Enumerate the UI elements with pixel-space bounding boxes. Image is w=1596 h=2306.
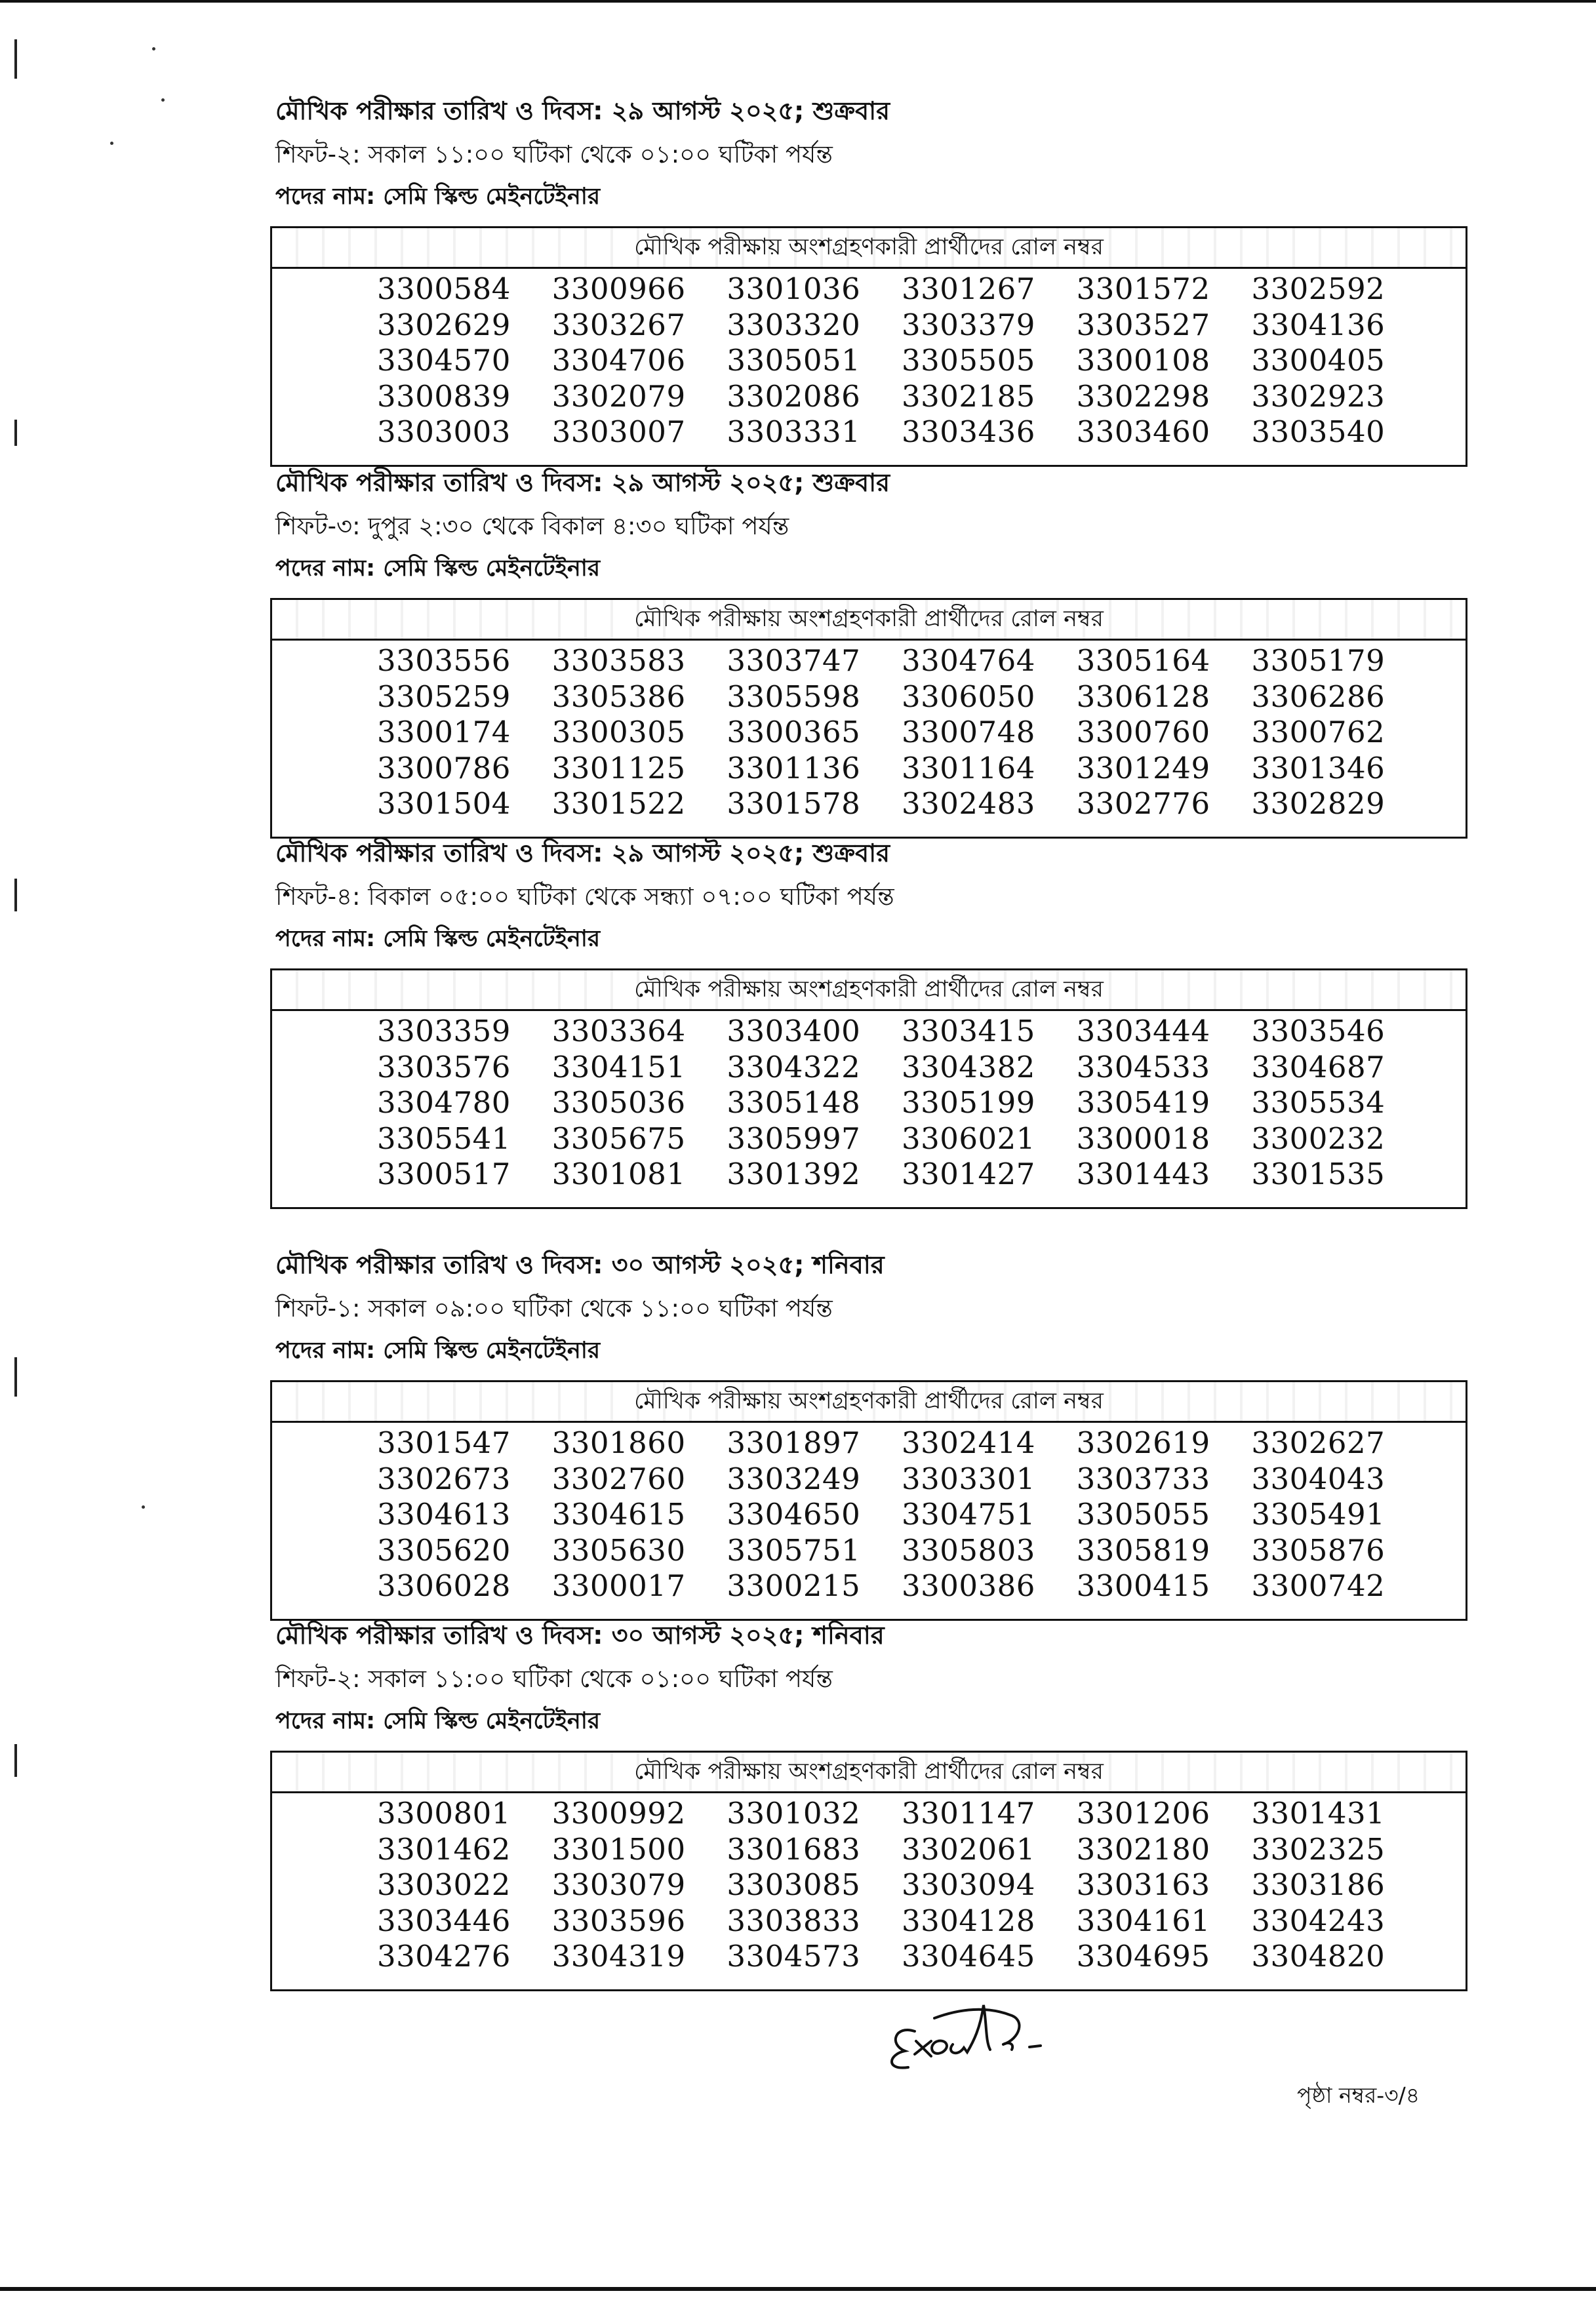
roll-number: 3301504 xyxy=(377,786,511,821)
roll-number-table xyxy=(270,598,1467,839)
roll-number: 3304645 xyxy=(901,1939,1035,1974)
shift-line: শিফট-২: সকাল ১১:০০ ঘটিকা থেকে ০১:০০ ঘটিকা পর্যন্ত xyxy=(275,140,833,169)
exam-date-line: মৌখিক পরীক্ষার তারিখ ও দিবস: ২৯ আগস্ট ২০২৫; শুক্রবার xyxy=(275,468,890,497)
roll-number: 3300786 xyxy=(377,750,511,785)
roll-table-header: মৌখিক পরীক্ষায় অংশগ্রহণকারী প্রার্থীদের রোল নম্বর xyxy=(272,1753,1466,1793)
roll-number: 3300992 xyxy=(551,1796,686,1831)
roll-grid xyxy=(272,641,1466,822)
roll-number: 3302592 xyxy=(1251,271,1386,306)
roll-number: 3304780 xyxy=(377,1085,511,1120)
roll-number: 3300018 xyxy=(1076,1121,1210,1156)
scan-speck xyxy=(152,47,155,50)
handwritten-signature xyxy=(869,1979,1066,2077)
roll-number: 3303301 xyxy=(901,1461,1035,1496)
post-name-line: পদের নাম: সেমি স্কিল্ড মেইনটেইনার xyxy=(275,926,601,952)
roll-number: 3304751 xyxy=(901,1497,1035,1532)
roll-number: 3302086 xyxy=(727,378,861,414)
roll-number: 3305148 xyxy=(727,1085,861,1120)
roll-number: 3301125 xyxy=(551,750,686,785)
roll-number: 3304695 xyxy=(1076,1939,1210,1974)
roll-number: 3300415 xyxy=(1076,1568,1210,1603)
roll-number: 3302829 xyxy=(1251,786,1386,821)
roll-number: 3300801 xyxy=(377,1796,511,1831)
roll-number: 3304573 xyxy=(727,1939,861,1974)
shift-line: শিফট-৪: বিকাল ০৫:০০ ঘটিকা থেকে সন্ধ্যা ০৭:০০ ঘটিকা পর্যন্ত xyxy=(275,883,894,911)
exam-section xyxy=(0,1246,1596,1613)
roll-number: 3301136 xyxy=(727,750,861,785)
roll-number: 3301431 xyxy=(1251,1796,1386,1831)
roll-number: 3305876 xyxy=(1251,1532,1386,1568)
exam-date-line: মৌখিক পরীক্ষার তারিখ ও দিবস: ৩০ আগস্ট ২০২৫; শনিবার xyxy=(275,1250,885,1279)
roll-number: 3305803 xyxy=(901,1532,1035,1568)
roll-number: 3305598 xyxy=(727,679,861,714)
roll-grid xyxy=(272,1793,1466,1975)
roll-number: 3302483 xyxy=(901,786,1035,821)
roll-number: 3301032 xyxy=(727,1796,861,1831)
roll-number: 3300108 xyxy=(1076,343,1210,378)
roll-number: 3301249 xyxy=(1076,750,1210,785)
roll-number: 3301535 xyxy=(1251,1157,1386,1191)
roll-number: 3301427 xyxy=(901,1157,1035,1191)
roll-number: 3300742 xyxy=(1251,1568,1386,1603)
roll-number: 3300365 xyxy=(727,715,861,749)
roll-number: 3302760 xyxy=(551,1461,686,1496)
roll-number: 3300762 xyxy=(1251,715,1386,749)
roll-number: 3301147 xyxy=(901,1796,1035,1831)
roll-number: 3304322 xyxy=(727,1049,861,1084)
roll-number: 3300017 xyxy=(551,1568,686,1603)
roll-number: 3303556 xyxy=(377,643,511,678)
roll-number: 3304650 xyxy=(727,1497,861,1532)
roll-number: 3303576 xyxy=(377,1049,511,1084)
roll-number: 3304820 xyxy=(1251,1939,1386,1974)
roll-table-header: মৌখিক পরীক্ষায় অংশগ্রহণকারী প্রার্থীদের রোল নম্বর xyxy=(272,1382,1466,1423)
roll-number-table xyxy=(270,968,1467,1209)
roll-number: 3305675 xyxy=(551,1121,686,1156)
roll-number: 3304276 xyxy=(377,1939,511,1974)
roll-number: 3301860 xyxy=(551,1425,686,1460)
roll-number: 3306128 xyxy=(1076,679,1210,714)
roll-number: 3306050 xyxy=(901,679,1035,714)
roll-number: 3303596 xyxy=(551,1903,686,1938)
roll-table-header: মৌখিক পরীক্ষায় অংশগ্রহণকারী প্রার্থীদের রোল নম্বর xyxy=(272,970,1466,1011)
roll-number: 3303079 xyxy=(551,1867,686,1902)
roll-number: 3302185 xyxy=(901,378,1035,414)
roll-number: 3300517 xyxy=(377,1157,511,1191)
roll-number: 3303446 xyxy=(377,1903,511,1938)
bottom-scan-edge xyxy=(0,2287,1596,2291)
roll-number: 3303400 xyxy=(727,1014,861,1048)
roll-number: 3303007 xyxy=(551,414,686,449)
roll-number: 3301164 xyxy=(901,750,1035,785)
roll-number: 3300305 xyxy=(551,715,686,749)
roll-number: 3303249 xyxy=(727,1461,861,1496)
roll-number: 3302619 xyxy=(1076,1425,1210,1460)
roll-number: 3304615 xyxy=(551,1497,686,1532)
roll-number: 3305055 xyxy=(1076,1497,1210,1532)
roll-number: 3300966 xyxy=(551,271,686,306)
shift-line: শিফট-১: সকাল ০৯:০০ ঘটিকা থেকে ১১:০০ ঘটিকা পর্যন্ত xyxy=(275,1294,833,1322)
roll-number-table xyxy=(270,226,1467,467)
roll-number: 3303022 xyxy=(377,1867,511,1902)
roll-number: 3303527 xyxy=(1076,307,1210,342)
roll-number: 3301081 xyxy=(551,1157,686,1191)
roll-number: 3301683 xyxy=(727,1831,861,1867)
roll-number: 3302079 xyxy=(551,378,686,414)
roll-number: 3305620 xyxy=(377,1532,511,1568)
roll-number: 3303460 xyxy=(1076,414,1210,449)
roll-number: 3304128 xyxy=(901,1903,1035,1938)
roll-number: 3305541 xyxy=(377,1121,511,1156)
roll-number: 3304136 xyxy=(1251,307,1386,342)
roll-number: 3303379 xyxy=(901,307,1035,342)
roll-number: 3300405 xyxy=(1251,343,1386,378)
roll-number: 3303085 xyxy=(727,1867,861,1902)
roll-number: 3304533 xyxy=(1076,1049,1210,1084)
roll-number: 3305630 xyxy=(551,1532,686,1568)
roll-number: 3303163 xyxy=(1076,1867,1210,1902)
roll-number: 3305386 xyxy=(551,679,686,714)
roll-number-table xyxy=(270,1380,1467,1621)
roll-number: 3301443 xyxy=(1076,1157,1210,1191)
roll-number: 3300748 xyxy=(901,715,1035,749)
roll-number: 3305751 xyxy=(727,1532,861,1568)
roll-grid xyxy=(272,1011,1466,1193)
roll-number: 3302298 xyxy=(1076,378,1210,414)
exam-section xyxy=(0,464,1596,831)
roll-number: 3303364 xyxy=(551,1014,686,1048)
roll-grid xyxy=(272,269,1466,450)
exam-date-line: মৌখিক পরীক্ষার তারিখ ও দিবস: ২৯ আগস্ট ২০২৫; শুক্রবার xyxy=(275,96,890,125)
roll-number: 3305419 xyxy=(1076,1085,1210,1120)
roll-number: 3305051 xyxy=(727,343,861,378)
roll-number: 3301392 xyxy=(727,1157,861,1191)
roll-number: 3303331 xyxy=(727,414,861,449)
roll-number: 3300386 xyxy=(901,1568,1035,1603)
roll-number: 3301346 xyxy=(1251,750,1386,785)
roll-number: 3300174 xyxy=(377,715,511,749)
roll-number: 3302414 xyxy=(901,1425,1035,1460)
roll-number: 3304706 xyxy=(551,343,686,378)
roll-number: 3303186 xyxy=(1251,1867,1386,1902)
roll-number: 3304613 xyxy=(377,1497,511,1532)
exam-section xyxy=(0,92,1596,459)
roll-number: 3303320 xyxy=(727,307,861,342)
shift-line: শিফট-২: সকাল ১১:০০ ঘটিকা থেকে ০১:০০ ঘটিকা পর্যন্ত xyxy=(275,1665,833,1693)
roll-number: 3304382 xyxy=(901,1049,1035,1084)
roll-number: 3301206 xyxy=(1076,1796,1210,1831)
roll-number: 3303359 xyxy=(377,1014,511,1048)
roll-number: 3304764 xyxy=(901,643,1035,678)
roll-number: 3301547 xyxy=(377,1425,511,1460)
roll-number: 3303747 xyxy=(727,643,861,678)
roll-number: 3302776 xyxy=(1076,786,1210,821)
post-name-line: পদের নাম: সেমি স্কিল্ড মেইনটেইনার xyxy=(275,1708,601,1734)
roll-number: 3305505 xyxy=(901,343,1035,378)
roll-number: 3301036 xyxy=(727,271,861,306)
roll-number: 3304570 xyxy=(377,343,511,378)
roll-number: 3301267 xyxy=(901,271,1035,306)
roll-number: 3302627 xyxy=(1251,1425,1386,1460)
roll-table-header: মৌখিক পরীক্ষায় অংশগ্রহণকারী প্রার্থীদের রোল নম্বর xyxy=(272,228,1466,269)
roll-number: 3302061 xyxy=(901,1831,1035,1867)
roll-number: 3303733 xyxy=(1076,1461,1210,1496)
roll-number: 3305259 xyxy=(377,679,511,714)
exam-section xyxy=(0,834,1596,1201)
post-name-line: পদের নাম: সেমি স্কিল্ড মেইনটেইনার xyxy=(275,1338,601,1364)
post-name-line: পদের নাম: সেমি স্কিল্ড মেইনটেইনার xyxy=(275,184,601,210)
roll-number: 3305164 xyxy=(1076,643,1210,678)
roll-number: 3301578 xyxy=(727,786,861,821)
roll-number: 3302180 xyxy=(1076,1831,1210,1867)
roll-number-table xyxy=(270,1751,1467,1991)
roll-number: 3301462 xyxy=(377,1831,511,1867)
roll-number: 3300232 xyxy=(1251,1121,1386,1156)
roll-number: 3305179 xyxy=(1251,643,1386,678)
roll-number: 3304043 xyxy=(1251,1461,1386,1496)
roll-number: 3303833 xyxy=(727,1903,861,1938)
roll-number: 3304243 xyxy=(1251,1903,1386,1938)
roll-number: 3306028 xyxy=(377,1568,511,1603)
shift-line: শিফট-৩: দুপুর ২:৩০ থেকে বিকাল ৪:৩০ ঘটিকা পর্যন্ত xyxy=(275,512,789,540)
roll-number: 3306286 xyxy=(1251,679,1386,714)
roll-number: 3300215 xyxy=(727,1568,861,1603)
roll-number: 3305036 xyxy=(551,1085,686,1120)
roll-number: 3305199 xyxy=(901,1085,1035,1120)
roll-number: 3305491 xyxy=(1251,1497,1386,1532)
roll-number: 3302629 xyxy=(377,307,511,342)
roll-number: 3301500 xyxy=(551,1831,686,1867)
roll-number: 3300839 xyxy=(377,378,511,414)
roll-number: 3305997 xyxy=(727,1121,861,1156)
roll-number: 3301522 xyxy=(551,786,686,821)
roll-number: 3305534 xyxy=(1251,1085,1386,1120)
exam-date-line: মৌখিক পরীক্ষার তারিখ ও দিবস: ২৯ আগস্ট ২০২৫; শুক্রবার xyxy=(275,839,890,867)
roll-table-header: মৌখিক পরীক্ষায় অংশগ্রহণকারী প্রার্থীদের রোল নম্বর xyxy=(272,600,1466,641)
roll-number: 3302325 xyxy=(1251,1831,1386,1867)
roll-number: 3303436 xyxy=(901,414,1035,449)
page-number: পৃষ্ঠা নম্বর-৩/৪ xyxy=(1297,2082,1420,2108)
roll-number: 3304319 xyxy=(551,1939,686,1974)
left-scan-edge xyxy=(14,39,17,79)
roll-number: 3303540 xyxy=(1251,414,1386,449)
roll-number: 3303415 xyxy=(901,1014,1035,1048)
roll-number: 3303003 xyxy=(377,414,511,449)
roll-number: 3303267 xyxy=(551,307,686,342)
post-name-line: পদের নাম: সেমি স্কিল্ড মেইনটেইনার xyxy=(275,555,601,582)
exam-date-line: মৌখিক পরীক্ষার তারিখ ও দিবস: ৩০ আগস্ট ২০২৫; শনিবার xyxy=(275,1621,885,1650)
roll-number: 3305819 xyxy=(1076,1532,1210,1568)
roll-number: 3301897 xyxy=(727,1425,861,1460)
roll-number: 3303444 xyxy=(1076,1014,1210,1048)
roll-number: 3300760 xyxy=(1076,715,1210,749)
roll-number: 3306021 xyxy=(901,1121,1035,1156)
roll-number: 3304161 xyxy=(1076,1903,1210,1938)
roll-number: 3300584 xyxy=(377,271,511,306)
roll-number: 3301572 xyxy=(1076,271,1210,306)
roll-number: 3303546 xyxy=(1251,1014,1386,1048)
roll-number: 3303094 xyxy=(901,1867,1035,1902)
roll-number: 3304151 xyxy=(551,1049,686,1084)
roll-number: 3304687 xyxy=(1251,1049,1386,1084)
roll-number: 3302673 xyxy=(377,1461,511,1496)
roll-grid xyxy=(272,1423,1466,1604)
roll-number: 3302923 xyxy=(1251,378,1386,414)
roll-number: 3303583 xyxy=(551,643,686,678)
top-scan-edge xyxy=(0,0,1596,3)
exam-section xyxy=(0,1616,1596,1983)
